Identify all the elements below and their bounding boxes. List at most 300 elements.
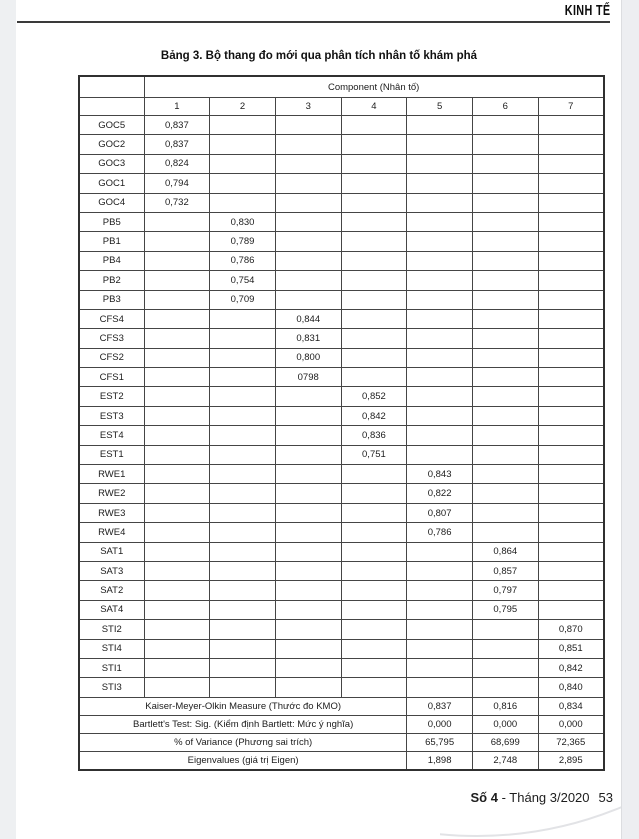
empty-cell xyxy=(472,348,538,367)
empty-cell xyxy=(341,154,407,173)
empty-cell xyxy=(407,309,473,328)
table-row xyxy=(79,387,604,406)
empty-cell xyxy=(407,581,473,600)
row-label: PB3 xyxy=(79,290,144,309)
empty-cell xyxy=(472,678,538,697)
empty-cell xyxy=(341,174,407,193)
empty-cell xyxy=(341,678,407,697)
table-row xyxy=(79,193,604,212)
row-label: GOC5 xyxy=(79,116,144,135)
row-label: STI4 xyxy=(79,639,144,658)
factor-loading-value: 0,751 xyxy=(341,445,407,464)
empty-cell xyxy=(538,348,604,367)
empty-cell xyxy=(144,309,210,328)
row-label: PB1 xyxy=(79,232,144,251)
table-row xyxy=(79,523,604,542)
empty-cell xyxy=(472,484,538,503)
column-number: 5 xyxy=(407,98,473,116)
empty-cell xyxy=(144,329,210,348)
empty-cell xyxy=(407,406,473,425)
empty-cell xyxy=(472,368,538,387)
empty-cell xyxy=(275,465,341,484)
row-label: RWE4 xyxy=(79,523,144,542)
empty-cell xyxy=(538,174,604,193)
row-label: PB5 xyxy=(79,212,144,231)
empty-cell xyxy=(472,406,538,425)
empty-cell xyxy=(210,581,276,600)
empty-cell xyxy=(275,523,341,542)
empty-cell xyxy=(275,193,341,212)
empty-cell xyxy=(538,329,604,348)
row-label: PB4 xyxy=(79,251,144,270)
empty-cell xyxy=(210,542,276,561)
table-row xyxy=(79,581,604,600)
empty-cell xyxy=(275,406,341,425)
empty-cell xyxy=(210,484,276,503)
issue-label: Số 4 xyxy=(470,790,498,805)
empty-cell xyxy=(275,658,341,677)
factor-loading-value: 0,807 xyxy=(407,503,473,522)
empty-cell xyxy=(538,406,604,425)
empty-cell xyxy=(341,135,407,154)
empty-cell xyxy=(275,135,341,154)
empty-cell xyxy=(472,523,538,542)
factor-loading-value: 0,789 xyxy=(210,232,276,251)
empty-cell xyxy=(210,600,276,619)
empty-cell xyxy=(144,271,210,290)
empty-cell xyxy=(538,290,604,309)
background-margin-right xyxy=(621,0,639,839)
empty-cell xyxy=(407,251,473,270)
factor-loading-value: 0,831 xyxy=(275,329,341,348)
summary-value: 0,834 xyxy=(538,697,604,715)
summary-value: 1,898 xyxy=(407,751,473,770)
empty-cell xyxy=(538,212,604,231)
empty-cell xyxy=(407,193,473,212)
row-label: CFS1 xyxy=(79,368,144,387)
empty-cell xyxy=(407,561,473,580)
table-row xyxy=(79,484,604,503)
empty-cell xyxy=(144,523,210,542)
summary-value: 0,000 xyxy=(407,715,473,733)
empty-cell xyxy=(472,639,538,658)
empty-cell xyxy=(210,193,276,212)
empty-cell xyxy=(538,154,604,173)
empty-cell xyxy=(472,465,538,484)
empty-cell xyxy=(538,271,604,290)
summary-value: 2,895 xyxy=(538,751,604,770)
column-number: 4 xyxy=(341,98,407,116)
empty-cell xyxy=(341,348,407,367)
empty-cell xyxy=(341,212,407,231)
factor-loading-value: 0,842 xyxy=(341,406,407,425)
summary-row xyxy=(79,751,604,770)
factor-loading-value: 0,824 xyxy=(144,154,210,173)
empty-cell xyxy=(210,348,276,367)
factor-loading-value: 0,794 xyxy=(144,174,210,193)
empty-cell xyxy=(144,348,210,367)
row-label: PB2 xyxy=(79,271,144,290)
empty-cell xyxy=(472,193,538,212)
column-number: 2 xyxy=(210,98,276,116)
empty-cell xyxy=(341,639,407,658)
summary-value: 0,000 xyxy=(538,715,604,733)
row-label: EST4 xyxy=(79,426,144,445)
empty-cell xyxy=(407,639,473,658)
table-row xyxy=(79,232,604,251)
empty-cell xyxy=(275,639,341,658)
table-row xyxy=(79,329,604,348)
empty-cell xyxy=(210,523,276,542)
empty-cell xyxy=(275,484,341,503)
column-numbers-row xyxy=(79,98,604,116)
summary-value: 72,365 xyxy=(538,733,604,751)
row-label: SAT3 xyxy=(79,561,144,580)
empty-cell xyxy=(407,445,473,464)
row-label: SAT4 xyxy=(79,600,144,619)
empty-cell xyxy=(210,174,276,193)
factor-loading-value: 0,797 xyxy=(472,581,538,600)
empty-cell xyxy=(275,271,341,290)
row-label: RWE1 xyxy=(79,465,144,484)
table-title: Bảng 3. Bộ thang đo mới qua phân tích nhân tố khám phá xyxy=(160,50,478,62)
empty-cell xyxy=(341,600,407,619)
empty-cell xyxy=(538,232,604,251)
empty-cell xyxy=(407,387,473,406)
summary-value: 68,699 xyxy=(472,733,538,751)
factor-loading-value: 0,852 xyxy=(341,387,407,406)
table-row xyxy=(79,174,604,193)
table-row xyxy=(79,212,604,231)
empty-cell xyxy=(144,368,210,387)
empty-cell xyxy=(210,329,276,348)
empty-cell xyxy=(210,406,276,425)
factor-loading-value: 0,709 xyxy=(210,290,276,309)
row-label: CFS3 xyxy=(79,329,144,348)
table-row xyxy=(79,154,604,173)
table-row xyxy=(79,465,604,484)
table-row xyxy=(79,639,604,658)
summary-value: 0,816 xyxy=(472,697,538,715)
empty-cell xyxy=(407,542,473,561)
empty-cell xyxy=(472,174,538,193)
empty-cell xyxy=(341,368,407,387)
empty-cell xyxy=(538,135,604,154)
empty-cell xyxy=(144,658,210,677)
summary-label: Eigenvalues (giá trị Eigen) xyxy=(79,751,407,770)
empty-cell xyxy=(341,542,407,561)
empty-cell xyxy=(472,212,538,231)
empty-cell xyxy=(144,503,210,522)
empty-cell xyxy=(407,116,473,135)
column-number: 3 xyxy=(275,98,341,116)
empty-cell xyxy=(210,154,276,173)
empty-cell xyxy=(341,503,407,522)
empty-cell xyxy=(210,465,276,484)
table-row xyxy=(79,309,604,328)
table-row xyxy=(79,445,604,464)
empty-cell xyxy=(407,290,473,309)
empty-cell xyxy=(472,426,538,445)
table-row xyxy=(79,678,604,697)
empty-cell xyxy=(210,620,276,639)
header-rule xyxy=(17,21,610,23)
empty-cell xyxy=(341,658,407,677)
empty-cell xyxy=(275,620,341,639)
factor-loading-value: 0,837 xyxy=(144,135,210,154)
empty-cell xyxy=(144,542,210,561)
empty-cell xyxy=(341,620,407,639)
summary-value: 2,748 xyxy=(472,751,538,770)
empty-cell xyxy=(472,387,538,406)
empty-cell xyxy=(210,445,276,464)
factor-loading-value: 0,822 xyxy=(407,484,473,503)
row-label: RWE3 xyxy=(79,503,144,522)
table-row xyxy=(79,600,604,619)
empty-cell xyxy=(538,581,604,600)
empty-cell xyxy=(210,135,276,154)
table-row xyxy=(79,368,604,387)
empty-cell xyxy=(407,329,473,348)
journal-page xyxy=(16,0,622,839)
component-header: Component (Nhân tố) xyxy=(144,76,604,98)
row-label: STI1 xyxy=(79,658,144,677)
empty-cell xyxy=(210,658,276,677)
table-row xyxy=(79,406,604,425)
empty-cell xyxy=(275,174,341,193)
empty-cell xyxy=(407,620,473,639)
empty-cell xyxy=(144,465,210,484)
empty-cell xyxy=(472,309,538,328)
empty-cell xyxy=(275,426,341,445)
summary-row xyxy=(79,715,604,733)
empty-cell xyxy=(538,251,604,270)
row-label: GOC4 xyxy=(79,193,144,212)
table-row xyxy=(79,542,604,561)
table-row xyxy=(79,290,604,309)
empty-cell xyxy=(407,212,473,231)
empty-cell xyxy=(144,212,210,231)
empty-cell xyxy=(472,135,538,154)
summary-value: 0,000 xyxy=(472,715,538,733)
empty-cell xyxy=(341,523,407,542)
summary-label: Kaiser-Meyer-Olkin Measure (Thước đo KMO) xyxy=(79,697,407,715)
table-row xyxy=(79,426,604,445)
empty-cell xyxy=(341,232,407,251)
column-number: 6 xyxy=(472,98,538,116)
factor-loading-value: 0,851 xyxy=(538,639,604,658)
factor-loading-value: 0,830 xyxy=(210,212,276,231)
empty-cell xyxy=(144,406,210,425)
empty-cell xyxy=(144,232,210,251)
table-row xyxy=(79,271,604,290)
empty-cell xyxy=(341,116,407,135)
factor-loading-value: 0,800 xyxy=(275,348,341,367)
empty-cell xyxy=(275,561,341,580)
empty-cell xyxy=(210,309,276,328)
empty-cell xyxy=(275,678,341,697)
table-row xyxy=(79,620,604,639)
row-label: GOC3 xyxy=(79,154,144,173)
empty-cell xyxy=(407,368,473,387)
empty-cell xyxy=(407,135,473,154)
running-header-section: KINH TẾ xyxy=(564,2,610,19)
column-number: 7 xyxy=(538,98,604,116)
summary-value: 0,837 xyxy=(407,697,473,715)
empty-cell xyxy=(472,658,538,677)
empty-cell xyxy=(144,290,210,309)
empty-cell xyxy=(407,426,473,445)
empty-cell xyxy=(538,465,604,484)
empty-cell xyxy=(275,445,341,464)
empty-cell xyxy=(341,465,407,484)
empty-cell xyxy=(275,581,341,600)
empty-cell xyxy=(472,232,538,251)
empty-cell xyxy=(407,600,473,619)
table-row xyxy=(79,658,604,677)
empty-cell xyxy=(538,116,604,135)
empty-cell xyxy=(210,678,276,697)
table-row xyxy=(79,503,604,522)
table-row xyxy=(79,135,604,154)
empty-cell xyxy=(210,503,276,522)
summary-label: Bartlett's Test: Sig. (Kiểm định Bartlett: Mức ý nghĩa) xyxy=(79,715,407,733)
page-footer xyxy=(471,790,614,805)
empty-cell xyxy=(538,193,604,212)
factor-loading-value: 0,842 xyxy=(538,658,604,677)
empty-cell xyxy=(144,678,210,697)
row-label: STI2 xyxy=(79,620,144,639)
empty-cell xyxy=(275,290,341,309)
empty-cell xyxy=(275,387,341,406)
table-row xyxy=(79,251,604,270)
empty-cell xyxy=(144,581,210,600)
empty-cell xyxy=(538,445,604,464)
summary-value: 65,795 xyxy=(407,733,473,751)
empty-cell xyxy=(538,561,604,580)
empty-cell xyxy=(407,174,473,193)
row-label: EST2 xyxy=(79,387,144,406)
factor-loading-value: 0,754 xyxy=(210,271,276,290)
row-label: SAT1 xyxy=(79,542,144,561)
empty-cell xyxy=(275,116,341,135)
empty-cell xyxy=(538,309,604,328)
empty-cell xyxy=(538,503,604,522)
empty-cell xyxy=(341,309,407,328)
factor-loading-value: 0,870 xyxy=(538,620,604,639)
empty-cell xyxy=(275,154,341,173)
empty-cell xyxy=(538,387,604,406)
empty-cell xyxy=(407,678,473,697)
factor-loading-value: 0,840 xyxy=(538,678,604,697)
factor-loading-value: 0,786 xyxy=(407,523,473,542)
empty-cell xyxy=(341,561,407,580)
empty-cell xyxy=(341,329,407,348)
empty-cell xyxy=(538,426,604,445)
row-label: GOC2 xyxy=(79,135,144,154)
summary-row xyxy=(79,733,604,751)
page-number: 53 xyxy=(598,790,613,805)
empty-cell xyxy=(341,290,407,309)
empty-cell xyxy=(407,348,473,367)
table-row xyxy=(79,561,604,580)
empty-cell xyxy=(407,658,473,677)
factor-loading-value: 0,857 xyxy=(472,561,538,580)
corner-cell xyxy=(79,98,144,116)
empty-cell xyxy=(275,212,341,231)
empty-cell xyxy=(144,484,210,503)
empty-cell xyxy=(341,251,407,270)
factor-loading-value: 0,843 xyxy=(407,465,473,484)
factor-loading-value: 0,732 xyxy=(144,193,210,212)
empty-cell xyxy=(472,620,538,639)
row-label: CFS4 xyxy=(79,309,144,328)
empty-cell xyxy=(472,445,538,464)
empty-cell xyxy=(472,154,538,173)
empty-cell xyxy=(210,561,276,580)
factor-loading-value: 0,786 xyxy=(210,251,276,270)
row-label: STI3 xyxy=(79,678,144,697)
empty-cell xyxy=(341,193,407,212)
empty-cell xyxy=(341,581,407,600)
empty-cell xyxy=(538,368,604,387)
empty-cell xyxy=(275,542,341,561)
table-row xyxy=(79,348,604,367)
empty-cell xyxy=(341,271,407,290)
factor-loading-value: 0,844 xyxy=(275,309,341,328)
row-label: GOC1 xyxy=(79,174,144,193)
empty-cell xyxy=(472,116,538,135)
row-label: RWE2 xyxy=(79,484,144,503)
component-header-row xyxy=(79,76,604,98)
empty-cell xyxy=(341,484,407,503)
row-label: EST3 xyxy=(79,406,144,425)
corner-cell xyxy=(79,76,144,98)
empty-cell xyxy=(210,368,276,387)
row-label: CFS2 xyxy=(79,348,144,367)
summary-row xyxy=(79,697,604,715)
empty-cell xyxy=(144,426,210,445)
summary-label: % of Variance (Phương sai trích) xyxy=(79,733,407,751)
empty-cell xyxy=(275,600,341,619)
factor-analysis-table xyxy=(78,75,605,771)
empty-cell xyxy=(144,251,210,270)
empty-cell xyxy=(472,329,538,348)
empty-cell xyxy=(472,503,538,522)
empty-cell xyxy=(144,561,210,580)
factor-loading-value: 0,864 xyxy=(472,542,538,561)
empty-cell xyxy=(275,232,341,251)
empty-cell xyxy=(538,523,604,542)
empty-cell xyxy=(538,484,604,503)
empty-cell xyxy=(210,387,276,406)
empty-cell xyxy=(538,542,604,561)
empty-cell xyxy=(144,445,210,464)
column-number: 1 xyxy=(144,98,210,116)
empty-cell xyxy=(407,232,473,251)
factor-loading-value: 0798 xyxy=(275,368,341,387)
empty-cell xyxy=(538,600,604,619)
empty-cell xyxy=(210,639,276,658)
factor-loading-value: 0,795 xyxy=(472,600,538,619)
issue-date: - Tháng 3/2020 xyxy=(497,790,590,805)
empty-cell xyxy=(275,503,341,522)
empty-cell xyxy=(210,116,276,135)
empty-cell xyxy=(210,426,276,445)
row-label: SAT2 xyxy=(79,581,144,600)
empty-cell xyxy=(275,251,341,270)
empty-cell xyxy=(472,290,538,309)
